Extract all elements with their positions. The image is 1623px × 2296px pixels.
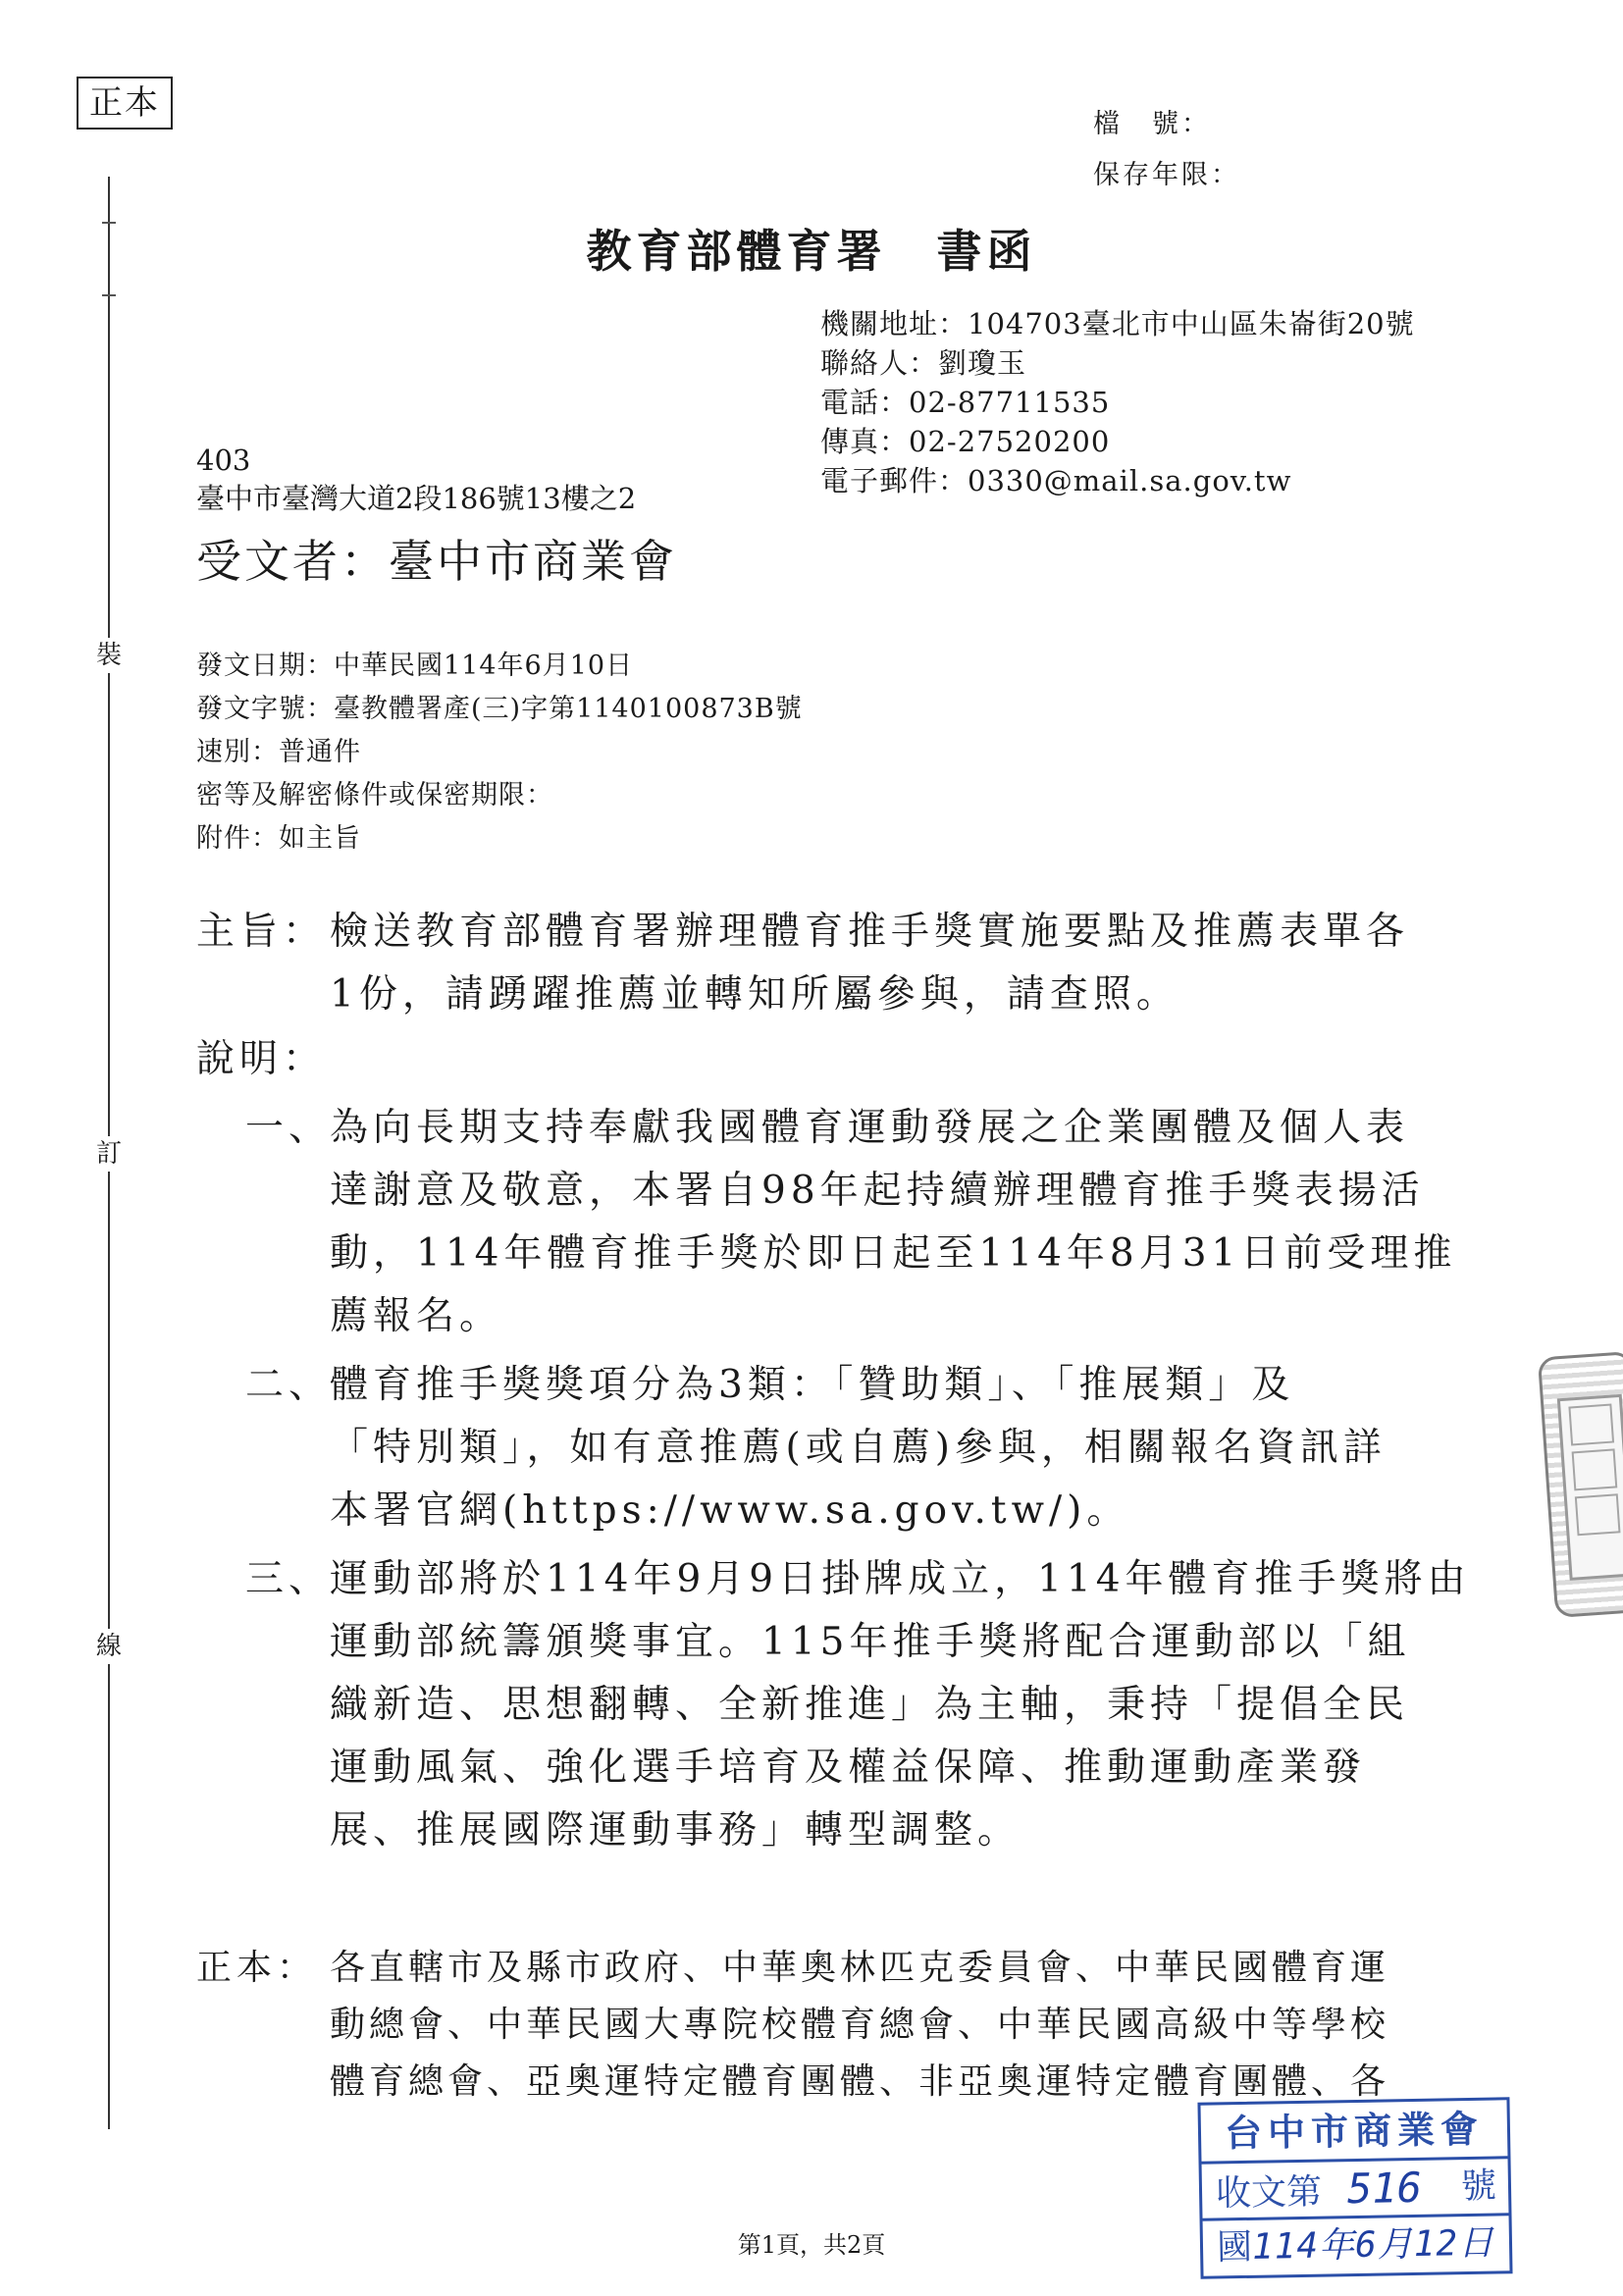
- distribution-line: 體育總會、亞奧運特定體育團體、非亞奧運特定體育團體、各: [330, 2061, 1390, 2102]
- agency-contact: 聯絡人：劉瓊玉: [820, 346, 1027, 380]
- stamp-receipt-number: 516: [1346, 2163, 1423, 2214]
- copy-label: 正本: [77, 77, 173, 130]
- agency-email: 電子郵件：0330@mail.sa.gov.tw: [820, 464, 1292, 497]
- binding-tick: [102, 294, 116, 296]
- subject-line: 檢送教育部體育署辦理體育推手獎實施要點及推薦表單各: [330, 910, 1410, 954]
- item-line: 達謝意及敬意，本署自98年起持續辦理體育推手獎表揚活: [330, 1169, 1425, 1213]
- side-seal-inner: [1557, 1394, 1623, 1581]
- document-number: 發文字號：臺教體署產(三)字第1140100873B號: [196, 694, 803, 724]
- issue-date: 發文日期：中華民國114年6月10日: [196, 651, 634, 681]
- agency-address: 機關地址：104703臺北市中山區朱崙街20號: [820, 307, 1415, 340]
- explanation-label: 說明：: [196, 1037, 327, 1081]
- recipient-zip: 403: [196, 444, 251, 477]
- distribution-line: 動總會、中華民國大專院校體育總會、中華民國高級中等學校: [330, 2005, 1390, 2045]
- item-line: 體育推手獎獎項分為3類：「贊助類」、「推展類」及: [330, 1363, 1295, 1407]
- side-seal-graphic: [1538, 1351, 1623, 1618]
- document-title: 教育部體育署 書函: [586, 225, 1037, 278]
- item-line: 運動部統籌頒獎事宜。115年推手獎將配合運動部以「組: [330, 1620, 1411, 1664]
- receipt-stamp: [1197, 2097, 1512, 2279]
- stamp-receipt-suffix: 號: [1460, 2166, 1497, 2208]
- agency-fax: 傳真：02-27520200: [820, 425, 1111, 458]
- subject-line: 1份，請踴躍推薦並轉知所屬參與，請查照。: [330, 972, 1179, 1017]
- item-line: 為向長期支持奉獻我國體育運動發展之企業團體及個人表: [330, 1106, 1410, 1150]
- distribution-label: 正本：: [196, 1948, 318, 1988]
- stamp-date-prefix: 國: [1216, 2226, 1253, 2269]
- stamp-receipt-prefix: 收文第: [1215, 2171, 1323, 2215]
- item-line: 展、推展國際運動事務」轉型調整。: [330, 1808, 1021, 1852]
- item-line: 運動部將於114年9月9日掛牌成立，114年體育推手獎將由: [330, 1557, 1471, 1601]
- item-number: 三、: [245, 1557, 333, 1601]
- page-number: 第1頁，共2頁: [737, 2231, 886, 2259]
- item-line: 薦報名。: [330, 1294, 503, 1338]
- retention-label: 保存年限：: [1093, 160, 1240, 190]
- item-line: 動，114年體育推手獎於即日起至114年8月31日前受理推: [330, 1231, 1457, 1276]
- item-number: 一、: [245, 1106, 333, 1150]
- stamp-receipt-row: [1202, 2159, 1509, 2220]
- stamp-org: 台中市商業會: [1201, 2100, 1508, 2164]
- distribution-line: 各直轄市及縣市政府、中華奧林匹克委員會、中華民國體育運: [330, 1948, 1390, 1988]
- attachment: 附件：如主旨: [196, 823, 361, 854]
- binding-tick: [102, 222, 116, 224]
- agency-phone: 電話：02-87711535: [820, 386, 1111, 419]
- binding-mark-ding: 訂: [94, 1136, 124, 1172]
- item-line: 織新造、思想翻轉、全新推進」為主軸，秉持「提倡全民: [330, 1683, 1410, 1727]
- item-line: 「特別類」，如有意推薦(或自薦)參與，相關報名資訊詳: [330, 1426, 1387, 1470]
- file-number-label: 檔 號：: [1093, 109, 1211, 139]
- item-line: 運動風氣、強化選手培育及權益保障、推動運動產業發: [330, 1746, 1367, 1790]
- binding-mark-zhuang: 裝: [94, 638, 124, 673]
- item-line: 本署官網(https://www.sa.gov.tw/)。: [330, 1488, 1130, 1533]
- speed-class: 速別：普通件: [196, 737, 361, 767]
- binding-mark-xian: 線: [94, 1629, 124, 1664]
- subject-label: 主旨：: [196, 910, 327, 954]
- item-number: 二、: [245, 1363, 333, 1407]
- stamp-date-row: [1203, 2216, 1510, 2277]
- recipient-address: 臺中市臺灣大道2段186號13樓之2: [196, 482, 637, 515]
- secrecy-level: 密等及解密條件或保密期限：: [196, 780, 553, 810]
- recipient: 受文者：臺中市商業會: [196, 535, 677, 588]
- stamp-date: 114年6月12日: [1251, 2222, 1495, 2268]
